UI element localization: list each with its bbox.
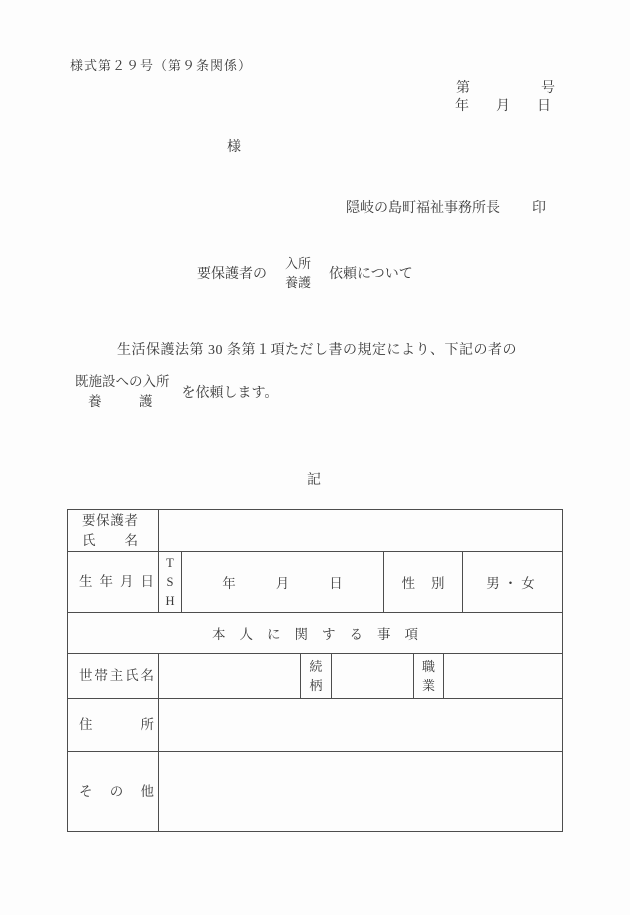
title-option-top: 入所: [285, 256, 312, 271]
occupation-value-cell: [443, 654, 562, 698]
row-applicant-name: [68, 510, 562, 551]
sex-label-1: 性: [401, 576, 415, 591]
body-option-top: 既施設への入所: [75, 374, 170, 389]
other-value-cell: [158, 752, 562, 831]
title-post: 依頼について: [329, 267, 413, 282]
birth-year-label: 年: [222, 576, 236, 591]
householder-name-value-cell: [158, 654, 300, 698]
occupation-label-1: 職: [421, 659, 435, 674]
detail-table: [67, 509, 563, 832]
era-initials-cell: [158, 552, 181, 612]
form-number: 様式第２９号（第９条関係）: [70, 58, 253, 73]
body-option-bottom: 養 護: [88, 394, 165, 409]
applicant-label-line1: 要保護者: [82, 512, 138, 528]
birth-day-label: 日: [329, 576, 343, 591]
householder-label: 世帯主氏名: [79, 668, 154, 683]
era-taisho: T: [166, 555, 174, 570]
address-label: 住所: [79, 717, 154, 732]
date-year-label: 年: [455, 99, 469, 114]
row-birth-date: [68, 551, 562, 612]
date-month-label: 月: [496, 99, 510, 114]
birth-date-label: 生年月日: [79, 574, 154, 589]
occupation-label-cell: [413, 654, 443, 698]
date-line: [455, 95, 551, 115]
title-option-bottom: 養護: [285, 275, 312, 290]
body-paragraph-1: 生活保護法第 30 条第１項ただし書の規定により、下記の者の: [117, 343, 517, 358]
section-header-cell: [68, 613, 562, 653]
sex-label-cell: [383, 552, 462, 612]
body-paragraph-2: [75, 372, 278, 412]
birth-date-value-cell: [181, 552, 383, 612]
sender-title: 隠岐の島町福祉事務所長: [346, 201, 500, 216]
occupation-label-2: 業: [421, 678, 435, 693]
sex-value-cell: 男・女: [462, 552, 562, 612]
applicant-name-label: [68, 510, 158, 551]
row-other: [68, 751, 562, 831]
other-label-cell: [68, 752, 158, 831]
body-option-stack: [75, 372, 170, 412]
body-post: を依頼します。: [181, 386, 279, 401]
applicant-label-line2: 氏名: [82, 532, 138, 548]
era-heisei: H: [165, 593, 175, 608]
row-address: [68, 698, 562, 751]
section-mark: 記: [307, 473, 321, 488]
seal-mark: 印: [532, 201, 546, 216]
sex-label-2: 別: [431, 576, 445, 591]
relation-label-2: 柄: [309, 678, 323, 693]
applicant-name-value-cell: [158, 510, 562, 551]
date-day-label: 日: [537, 99, 551, 114]
document-number-line: [456, 77, 555, 97]
birth-date-label-cell: [68, 552, 158, 612]
doc-no-prefix: 第: [456, 81, 470, 96]
doc-no-suffix: 号: [541, 81, 555, 96]
section-header-text: 本人に関する事項: [212, 627, 432, 642]
row-householder: [68, 653, 562, 698]
address-value-cell: [158, 699, 562, 751]
era-showa: S: [166, 574, 174, 589]
addressee-honorific: 様: [227, 140, 241, 155]
birth-month-label: 月: [275, 576, 290, 591]
title-pre: 要保護者の: [197, 267, 267, 282]
other-label: その他: [79, 783, 154, 799]
relation-label-cell: [300, 654, 331, 698]
relation-label-1: 続: [309, 659, 323, 674]
householder-label-cell: [68, 654, 158, 698]
relation-value-cell: [331, 654, 413, 698]
address-label-cell: [68, 699, 158, 751]
title-option-stack: [285, 254, 311, 292]
row-section-header: [68, 612, 562, 653]
document-title: [197, 254, 413, 292]
sender-line: [346, 197, 546, 217]
